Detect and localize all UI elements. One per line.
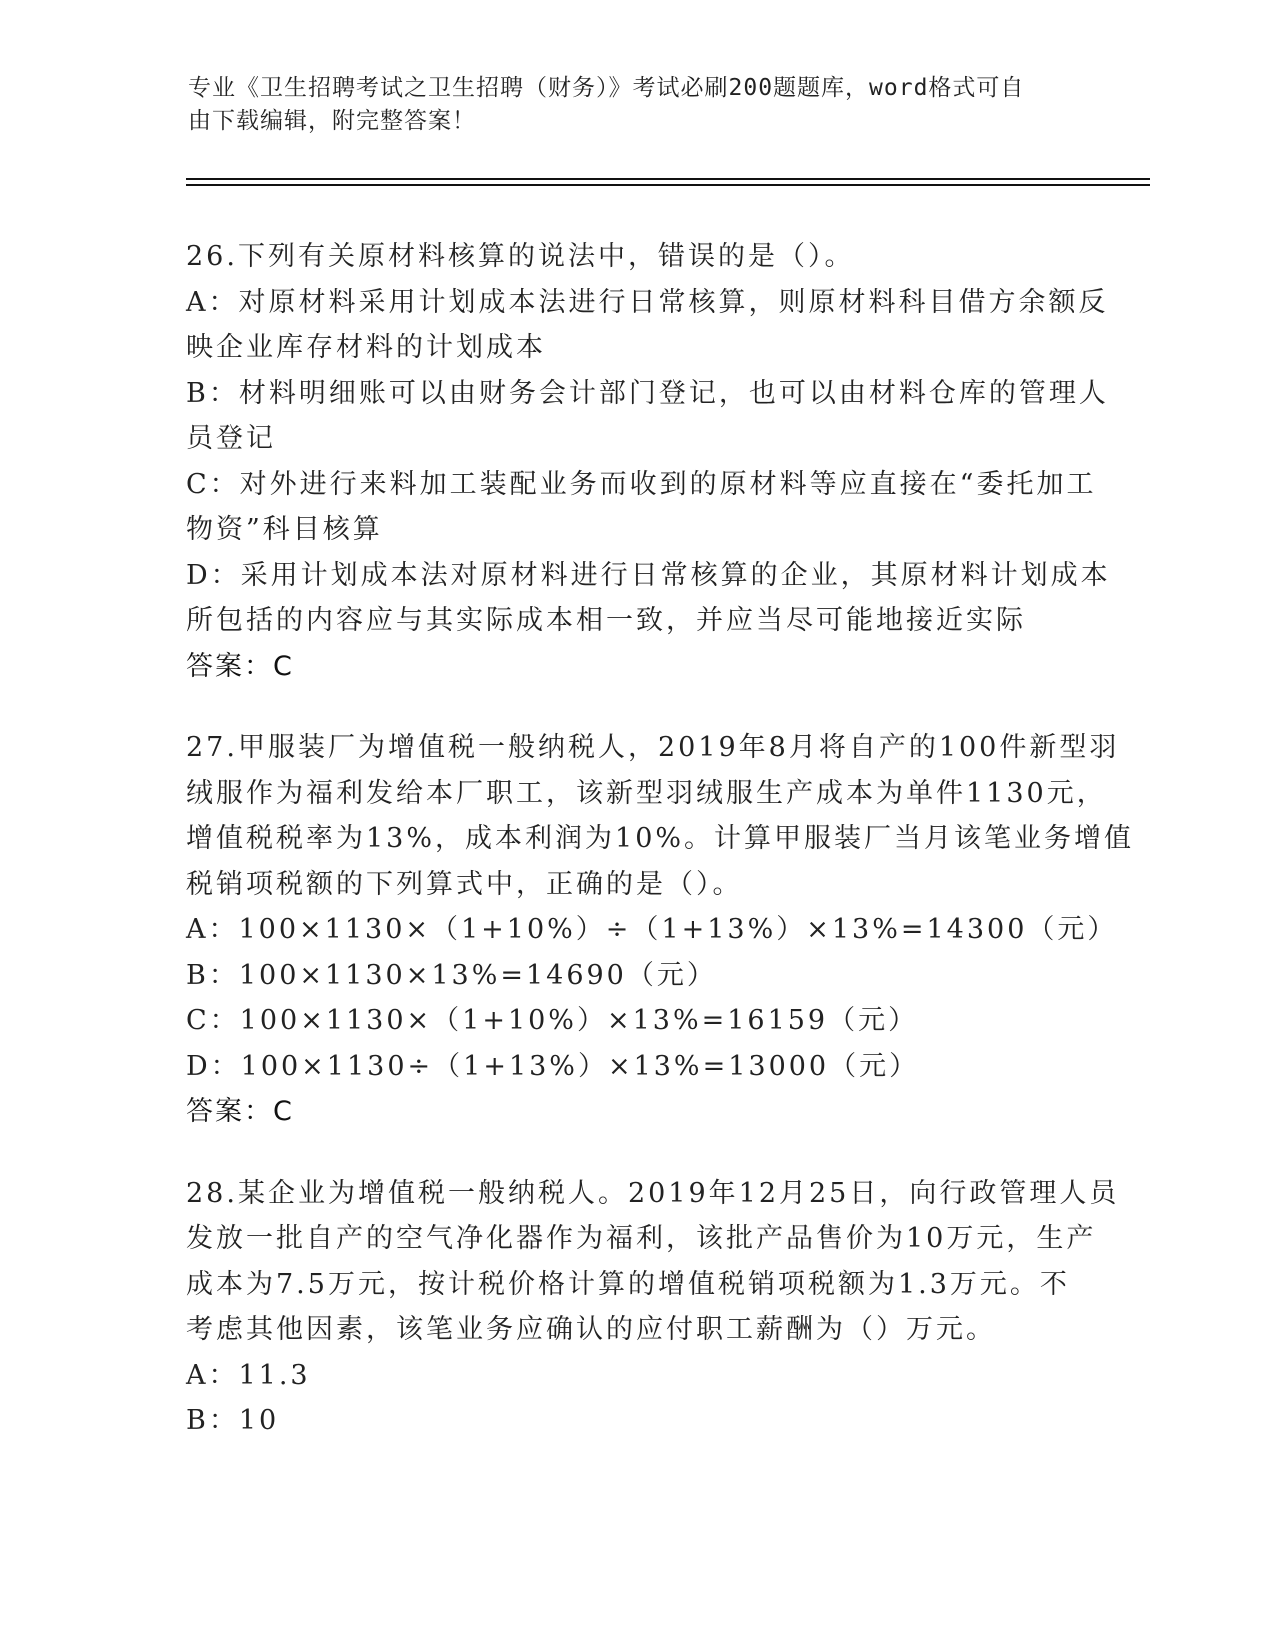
option-a: A：对原材料采用计划成本法进行日常核算，则原材料科目借方余额反 [186,286,1109,318]
question-stem-continued: 税销项税额的下列算式中，正确的是（）。 [186,868,743,900]
option-a-continued: 映企业库存材料的计划成本 [186,332,546,363]
document-header [188,72,1068,138]
answer: 答案：C [186,1096,294,1127]
option-b: B：10 [186,1405,280,1436]
question-28 [186,1171,1120,1444]
option-c: C：100×1130×（1+10%）×13%=16159（元） [186,1005,919,1036]
option-d: D：100×1130÷（1+13%）×13%=13000（元） [186,1050,920,1082]
header-rule-top [186,178,1150,180]
option-b: B：材料明细账可以由财务会计部门登记，也可以由材料仓库的管理人 [186,377,1109,409]
option-a: A：100×1130×（1+10%）÷（1+13%）×13%=14300（元） [186,914,1118,945]
question-stem-continued: 考虑其他因素，该笔业务应确认的应付职工薪酬为（）万元。 [186,1314,996,1345]
header-line-1: 专业《卫生招聘考试之卫生招聘（财务）》考试必刷200题题库，word格式可自 [188,75,1025,101]
question-stem: 28.某企业为增值税一般纳税人。2019年12月25日，向行政管理人员 [186,1177,1120,1209]
question-26 [186,234,1111,689]
header-rule-bottom [186,184,1150,186]
option-d-continued: 所包括的内容应与其实际成本相一致，并应当尽可能地接近实际 [186,605,1026,636]
header-line-2: 由下载编辑，附完整答案！ [188,108,476,134]
option-b-continued: 员登记 [186,423,276,454]
option-d: D：采用计划成本法对原材料进行日常核算的企业，其原材料计划成本 [186,559,1111,591]
question-stem-continued: 发放一批自产的空气净化器作为福利，该批产品售价为10万元，生产 [186,1223,1097,1254]
option-c-continued: 物资”科目核算 [186,514,383,545]
question-stem-continued: 增值税税率为13%，成本利润为10%。计算甲服装厂当月该笔业务增值 [186,823,1135,854]
option-a: A：11.3 [186,1359,311,1391]
question-stem-continued: 成本为7.5万元，按计税价格计算的增值税销项税额为1.3万元。不 [186,1268,1070,1300]
option-b: B：100×1130×13%=14690（元） [186,959,717,991]
answer: 答案：C [186,650,294,682]
question-stem-continued: 绒服作为福利发给本厂职工，该新型羽绒服生产成本为单件1130元， [186,777,1107,809]
question-stem: 27.甲服装厂为增值税一般纳税人，2019年8月将自产的100件新型羽 [186,732,1120,763]
question-list [186,234,1135,1480]
option-c: C：对外进行来料加工装配业务而收到的原材料等应直接在“委托加工 [186,468,1097,500]
question-27 [186,725,1135,1135]
question-stem: 26.下列有关原材料核算的说法中，错误的是（）。 [186,241,855,272]
